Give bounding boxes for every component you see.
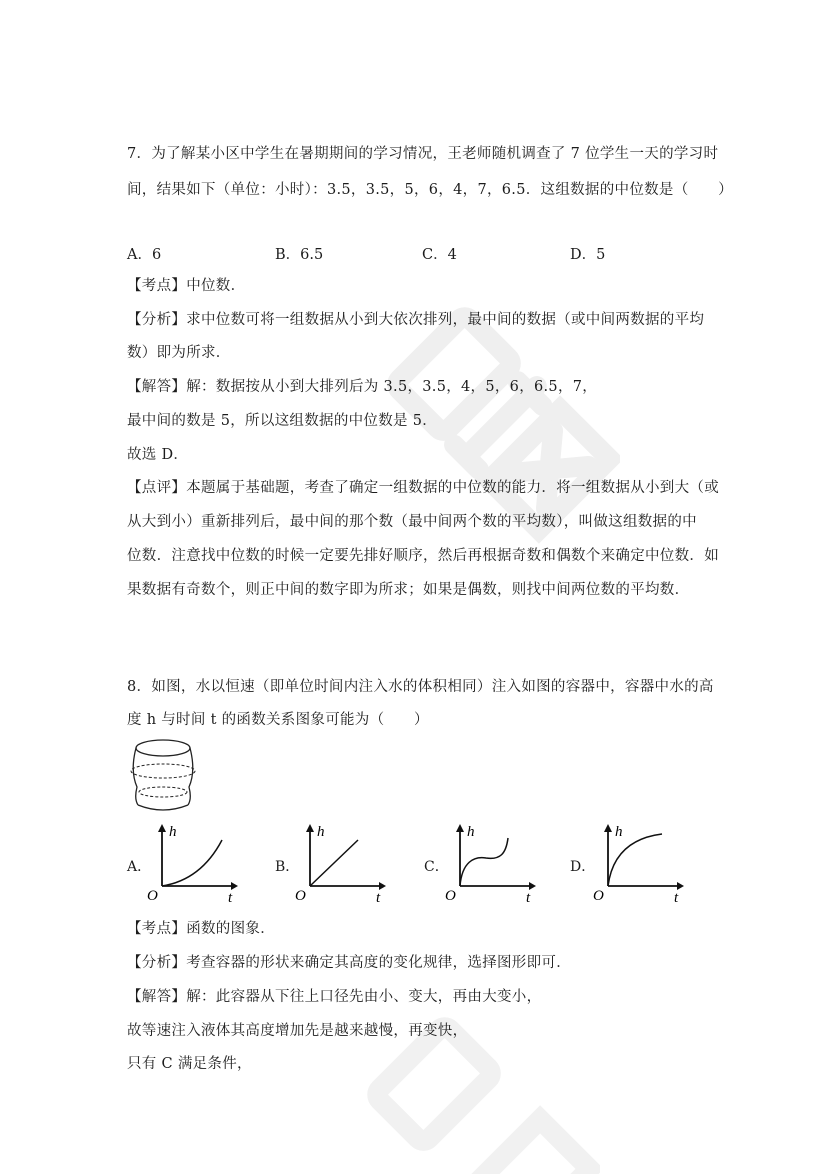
axis-h-label: h (615, 824, 623, 840)
q8-jieda-line1: 【解答】解：此容器从下往上口径先由小、变大，再由大变小， (127, 989, 542, 1005)
q8-option-c-label: C． (424, 859, 449, 875)
q8-stem-line1: 8．如图，水以恒速（即单位时间内注入水的体积相同）注入如图的容器中，容器中水的高 (127, 679, 714, 695)
q8-jieda-line2: 故等速注入液体其高度增加先是越来越慢，再变快， (127, 1023, 468, 1039)
origin-label: O (593, 888, 604, 902)
q8-fenxi: 【分析】考查容器的形状来确定其高度的变化规律，选择图形即可． (127, 955, 571, 971)
q7-dianping-line2: 从大到小）重新排列后，最中间的那个数（最中间两个数的平均数），叫做这组数据的中 (127, 514, 697, 530)
q7-jieda-line2: 最中间的数是 5，所以这组数据的中位数是 5． (127, 413, 438, 429)
q7-dianping-line3: 位数．注意找中位数的时候一定要先排好顺序，然后再根据奇数和偶数个来确定中位数．如 (127, 548, 719, 564)
q7-option-a: A．6 (127, 247, 162, 263)
q8-graph-b (294, 818, 394, 902)
axis-t-label: t (526, 890, 531, 902)
axis-h-label: h (169, 824, 177, 840)
q7-option-b: B．6.5 (275, 247, 324, 263)
q7-dianping-line4: 果数据有奇数个，则正中间的数字即为所求；如果是偶数，则找中间两位数的平均数． (127, 582, 690, 598)
q7-fenxi-line2: 数）即为所求． (127, 345, 231, 361)
q7-option-d: D．5 (570, 247, 606, 263)
q7-stem-line2: 间，结果如下（单位：小时）：3.5，3.5，5，6，4，7，6.5．这组数据的中位数是（ ） (127, 182, 733, 198)
q7-kaodian: 【考点】中位数． (127, 278, 246, 294)
q8-stem-line2: 度 h 与时间 t 的函数关系图象可能为（ ） (127, 712, 429, 728)
q8-graph-a (146, 818, 246, 902)
q7-jieda-line1: 【解答】解：数据按从小到大排列后为 3.5，3.5，4，5，6，6.5，7， (127, 379, 598, 395)
q7-jieda-line3: 故选 D． (127, 447, 189, 463)
axis-t-label: t (674, 890, 679, 902)
q8-option-d-label: D． (570, 859, 596, 875)
q8-option-a-label: A． (127, 859, 152, 875)
origin-label: O (445, 888, 456, 902)
q7-dianping-line1: 【点评】本题属于基础题，考查了确定一组数据的中位数的能力．将一组数据从小到大（或 (127, 480, 719, 496)
axis-h-label: h (317, 824, 325, 840)
q8-jieda-line3: 只有 C 满足条件， (127, 1056, 252, 1072)
q8-kaodian: 【考点】函数的图象． (127, 921, 275, 937)
q8-graph-d (592, 818, 692, 902)
axis-t-label: t (228, 890, 233, 902)
origin-label: O (147, 888, 158, 902)
q8-graph-c (444, 818, 544, 902)
axis-h-label: h (467, 824, 475, 840)
axis-t-label: t (376, 890, 381, 902)
q7-stem-line1: 7．为了解某小区中学生在暑期期间的学习情况，王老师随机调查了 7 位学生一天的学习时 (127, 146, 719, 162)
q8-option-b-label: B． (275, 859, 300, 875)
q7-fenxi-line1: 【分析】求中位数可将一组数据从小到大依次排列，最中间的数据（或中间两数据的平均 (127, 312, 705, 328)
barrel-container-figure (124, 737, 202, 817)
q7-option-c: C．4 (422, 247, 457, 263)
origin-label: O (295, 888, 306, 902)
